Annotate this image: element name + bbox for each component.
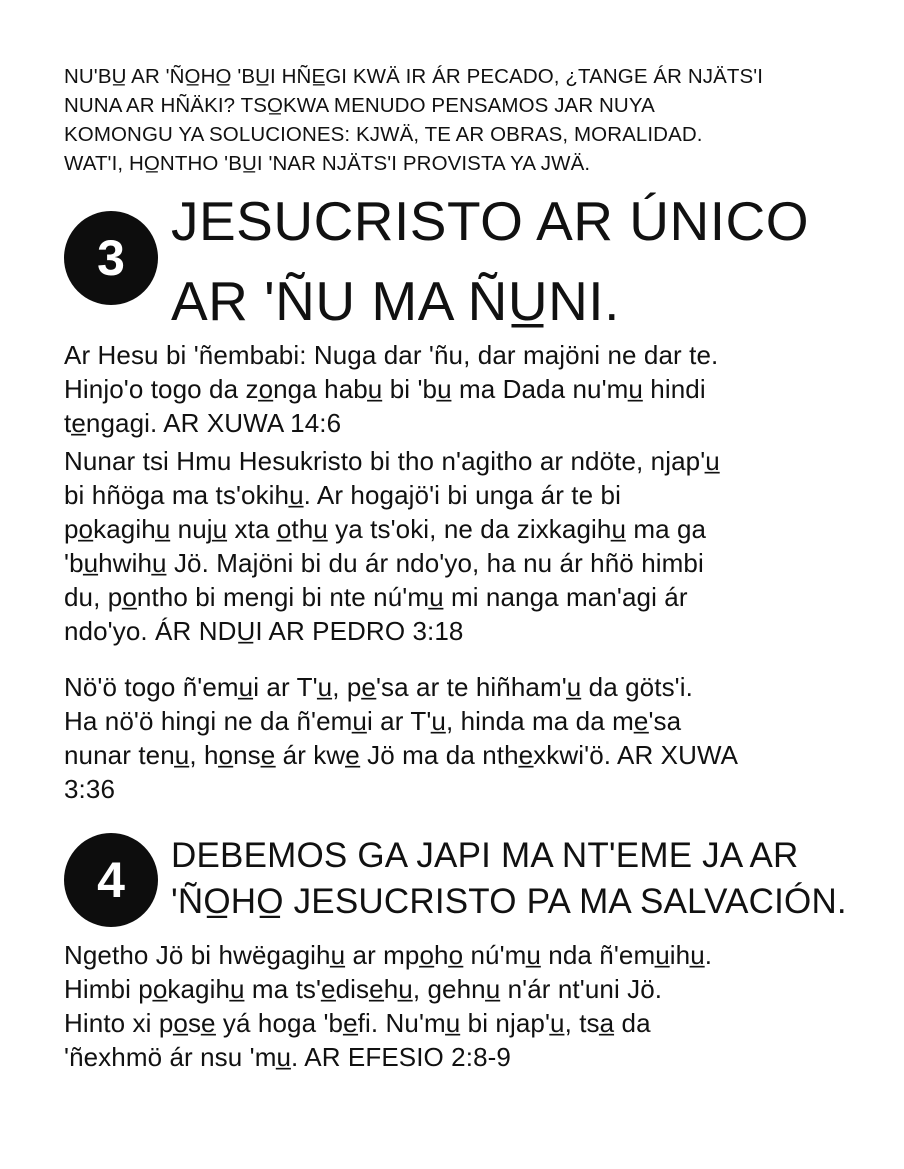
section-3-paragraph-3 xyxy=(64,670,864,806)
section-4-title-line: 'ÑO̲HO̲ JESUCRISTO PA MA SALVACIÓN. xyxy=(171,882,847,921)
body-line: Hinjo'o togo da zo̲nga habu̲ bi 'bu̲ ma Dada nu'mu̲ hindi xyxy=(64,374,706,404)
body-line: Nö'ö togo ñ'emu̲i ar T'u̲, pe̲'sa ar te hiñham'u̲ da göts'i. xyxy=(64,672,693,702)
body-line: du, po̲ntho bi mengi bi nte nú'mu̲ mi nanga man'agi ár xyxy=(64,582,688,612)
body-line: bi hñöga ma ts'okihu̲. Ar hogajö'i bi unga ár te bi xyxy=(64,480,621,510)
body-line: te̲ngagi. AR XUWA 14:6 xyxy=(64,408,342,438)
section-3-heading xyxy=(64,187,884,337)
section-number-badge: 3 xyxy=(64,211,158,305)
section-4-title-line: DEBEMOS GA JAPI MA NT'EME JA AR xyxy=(171,836,799,875)
body-line: Himbi po̲kagihu̲ ma ts'e̲dise̲hu̲, gehnu̲ n'ár nt'uni Jö. xyxy=(64,974,663,1004)
body-line: Nunar tsi Hmu Hesukristo bi tho n'agitho ar ndöte, njap'u̲ xyxy=(64,446,720,476)
body-line: po̲kagihu̲ nuju̲ xta o̲thu̲ ya ts'oki, ne da zixkagihu̲ ma ga xyxy=(64,514,707,544)
section-3-title-line: JESUCRISTO AR ÚNICO xyxy=(171,190,810,252)
body-line: ndo'yo. ÁR NDU̲I AR PEDRO 3:18 xyxy=(64,616,464,646)
body-line: nunar tenu̲, ho̲nse̲ ár kwe̲ Jö ma da nthe̲xkwi'ö. AR XUWA xyxy=(64,740,739,770)
intro-line: WAT'I, HO̲NTHO 'BU̲I 'NAR NJÄTS'I PROVISTA YA JWÄ. xyxy=(64,152,591,175)
section-number-badge: 4 xyxy=(64,833,158,927)
body-line: Hinto xi po̲se̲ yá hoga 'be̲fi. Nu'mu̲ bi njap'u̲, tsa̲ da xyxy=(64,1008,651,1038)
section-4-heading xyxy=(64,830,884,930)
section-4-paragraph-1 xyxy=(64,938,864,1074)
body-line: Ar Hesu bi 'ñembabi: Nuga dar 'ñu, dar majöni ne dar te. xyxy=(64,340,719,370)
section-3-title-line: AR 'ÑU MA ÑU̲NI. xyxy=(171,270,620,332)
intro-line: NU'BU̲ AR 'ÑO̲HO̲ 'BU̲I HÑE̲GI KWÄ IR ÁR PECADO, ¿TANGE ÁR NJÄTS'I xyxy=(64,65,764,88)
body-line: 'bu̲hwihu̲ Jö. Majöni bi du ár ndo'yo, ha nu ár hñö himbi xyxy=(64,548,704,578)
intro-paragraph xyxy=(64,62,864,178)
section-4-title xyxy=(171,833,847,925)
section-3-paragraph-2 xyxy=(64,444,864,648)
body-line: Ha nö'ö hingi ne da ñ'emu̲i ar T'u̲, hinda ma da me̲'sa xyxy=(64,706,682,736)
body-line: 3:36 xyxy=(64,774,116,804)
intro-line: KOMONGU YA SOLUCIONES: KJWÄ, TE AR OBRAS, MORALIDAD. xyxy=(64,123,703,146)
section-3-title xyxy=(171,181,809,341)
body-line: Ngetho Jö bi hwëgagihu̲ ar mpo̲ho̲ nú'mu̲ nda ñ'emu̲ihu̲. xyxy=(64,940,713,970)
intro-line: NUNA AR HÑÄKI? TSO̲KWA MENUDO PENSAMOS JAR NUYA xyxy=(64,94,655,117)
section-3-paragraph-1 xyxy=(64,338,864,440)
body-line: 'ñexhmö ár nsu 'mu̲. AR EFESIO 2:8-9 xyxy=(64,1042,511,1072)
